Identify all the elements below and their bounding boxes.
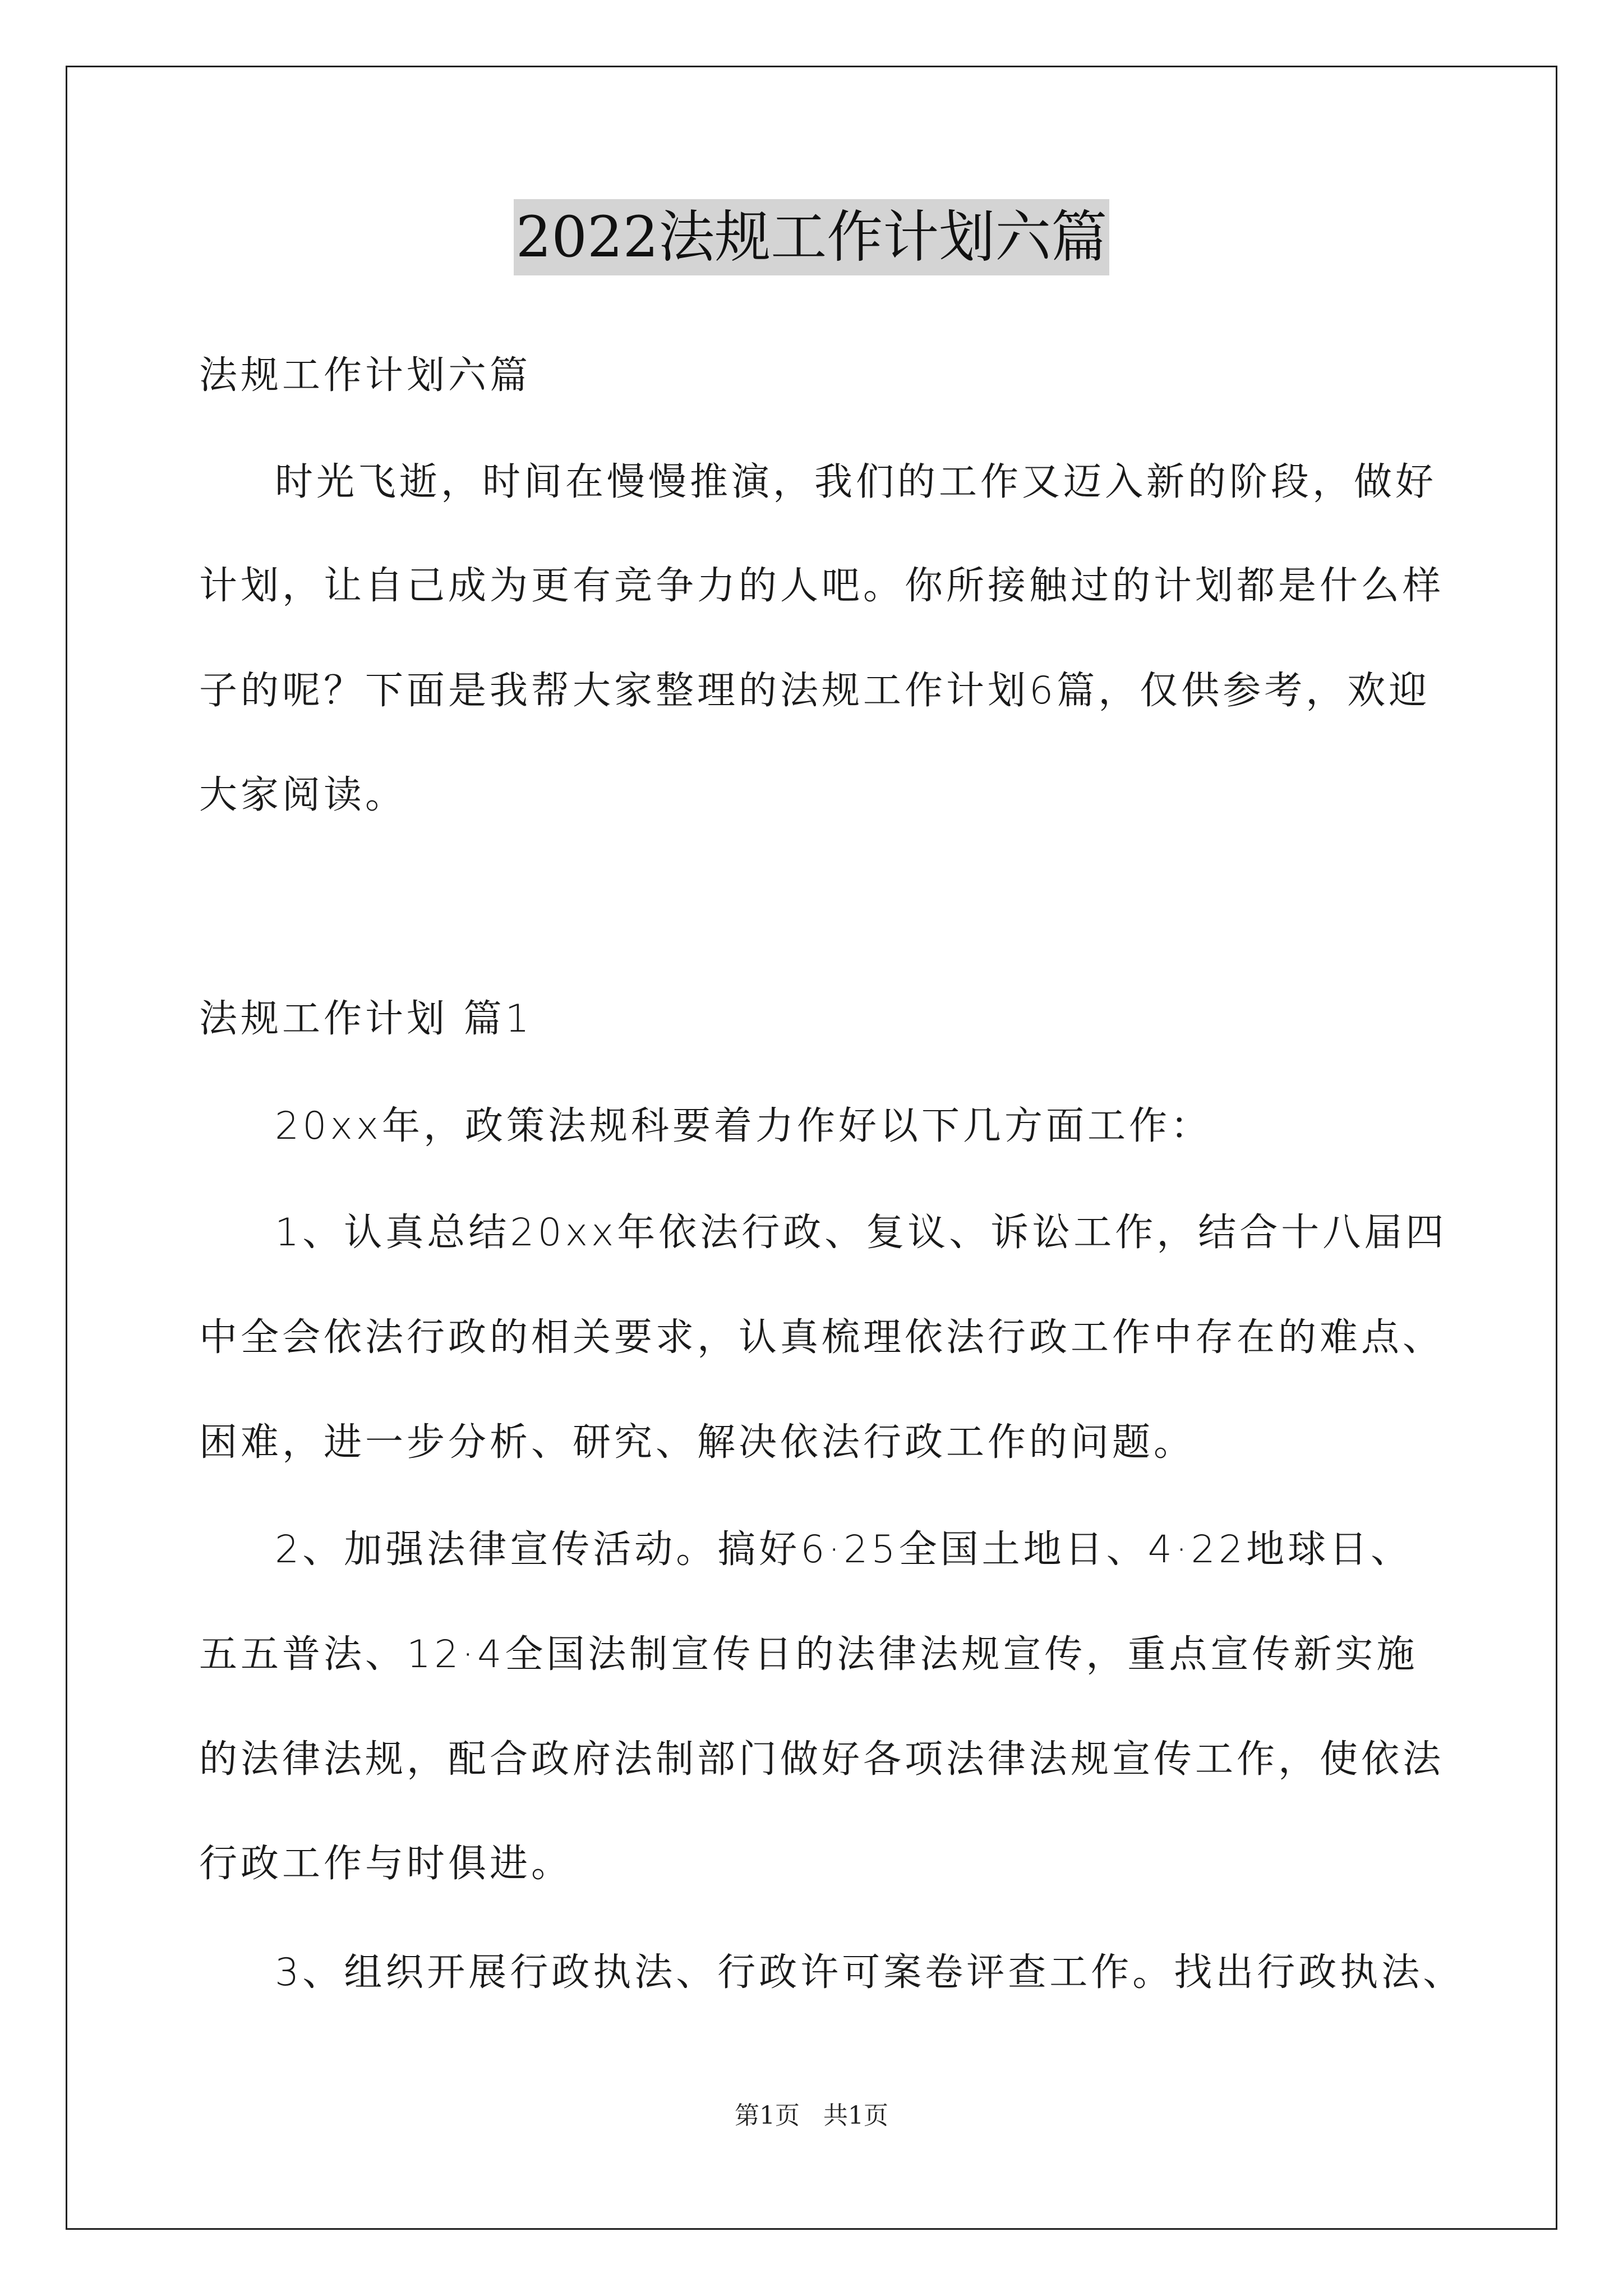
body-line-3: 中全会依法行政的相关要求，认真梳理依法行政工作中存在的难点、 xyxy=(199,1315,1445,1360)
body-line-8: 行政工作与时俱进。 xyxy=(199,1842,573,1886)
intro-line-2: 计划，让自己成为更有竞争力的人吧。你所接触过的计划都是什么样 xyxy=(199,564,1445,608)
body-line-2: 1、认真总结20xx年依法行政、复议、诉讼工作，结合十八届四 xyxy=(275,1211,1447,1255)
body-line-5: 2、加强法律宣传活动。搞好6·25全国土地日、4·22地球日、 xyxy=(275,1527,1413,1572)
body-line-1: 20xx年，政策法规科要着力作好以下几方面工作： xyxy=(275,1104,1212,1148)
subtitle: 法规工作计划六篇 xyxy=(199,353,532,398)
title-container xyxy=(0,199,1623,275)
page-footer xyxy=(0,2099,1623,2133)
document-title: 2022法规工作计划六篇 xyxy=(514,199,1110,275)
intro-line-4: 大家阅读。 xyxy=(199,773,407,817)
section-heading: 法规工作计划 篇1 xyxy=(199,997,533,1041)
intro-line-1: 时光飞逝，时间在慢慢推演，我们的工作又迈入新的阶段，做好 xyxy=(275,460,1437,504)
body-line-4: 困难，进一步分析、研究、解决依法行政工作的问题。 xyxy=(199,1420,1196,1465)
page-number: 第1页 xyxy=(735,2101,800,2130)
body-line-9: 3、组织开展行政执法、行政许可案卷评查工作。找出行政执法、 xyxy=(275,1950,1465,1995)
intro-line-3: 子的呢？下面是我帮大家整理的法规工作计划6篇，仅供参考，欢迎 xyxy=(199,669,1431,713)
body-line-6: 五五普法、12·4全国法制宣传日的法律法规宣传，重点宣传新实施 xyxy=(199,1632,1418,1677)
page-total: 共1页 xyxy=(823,2101,888,2130)
body-line-7: 的法律法规，配合政府法制部门做好各项法律法规宣传工作，使依法 xyxy=(199,1737,1445,1782)
